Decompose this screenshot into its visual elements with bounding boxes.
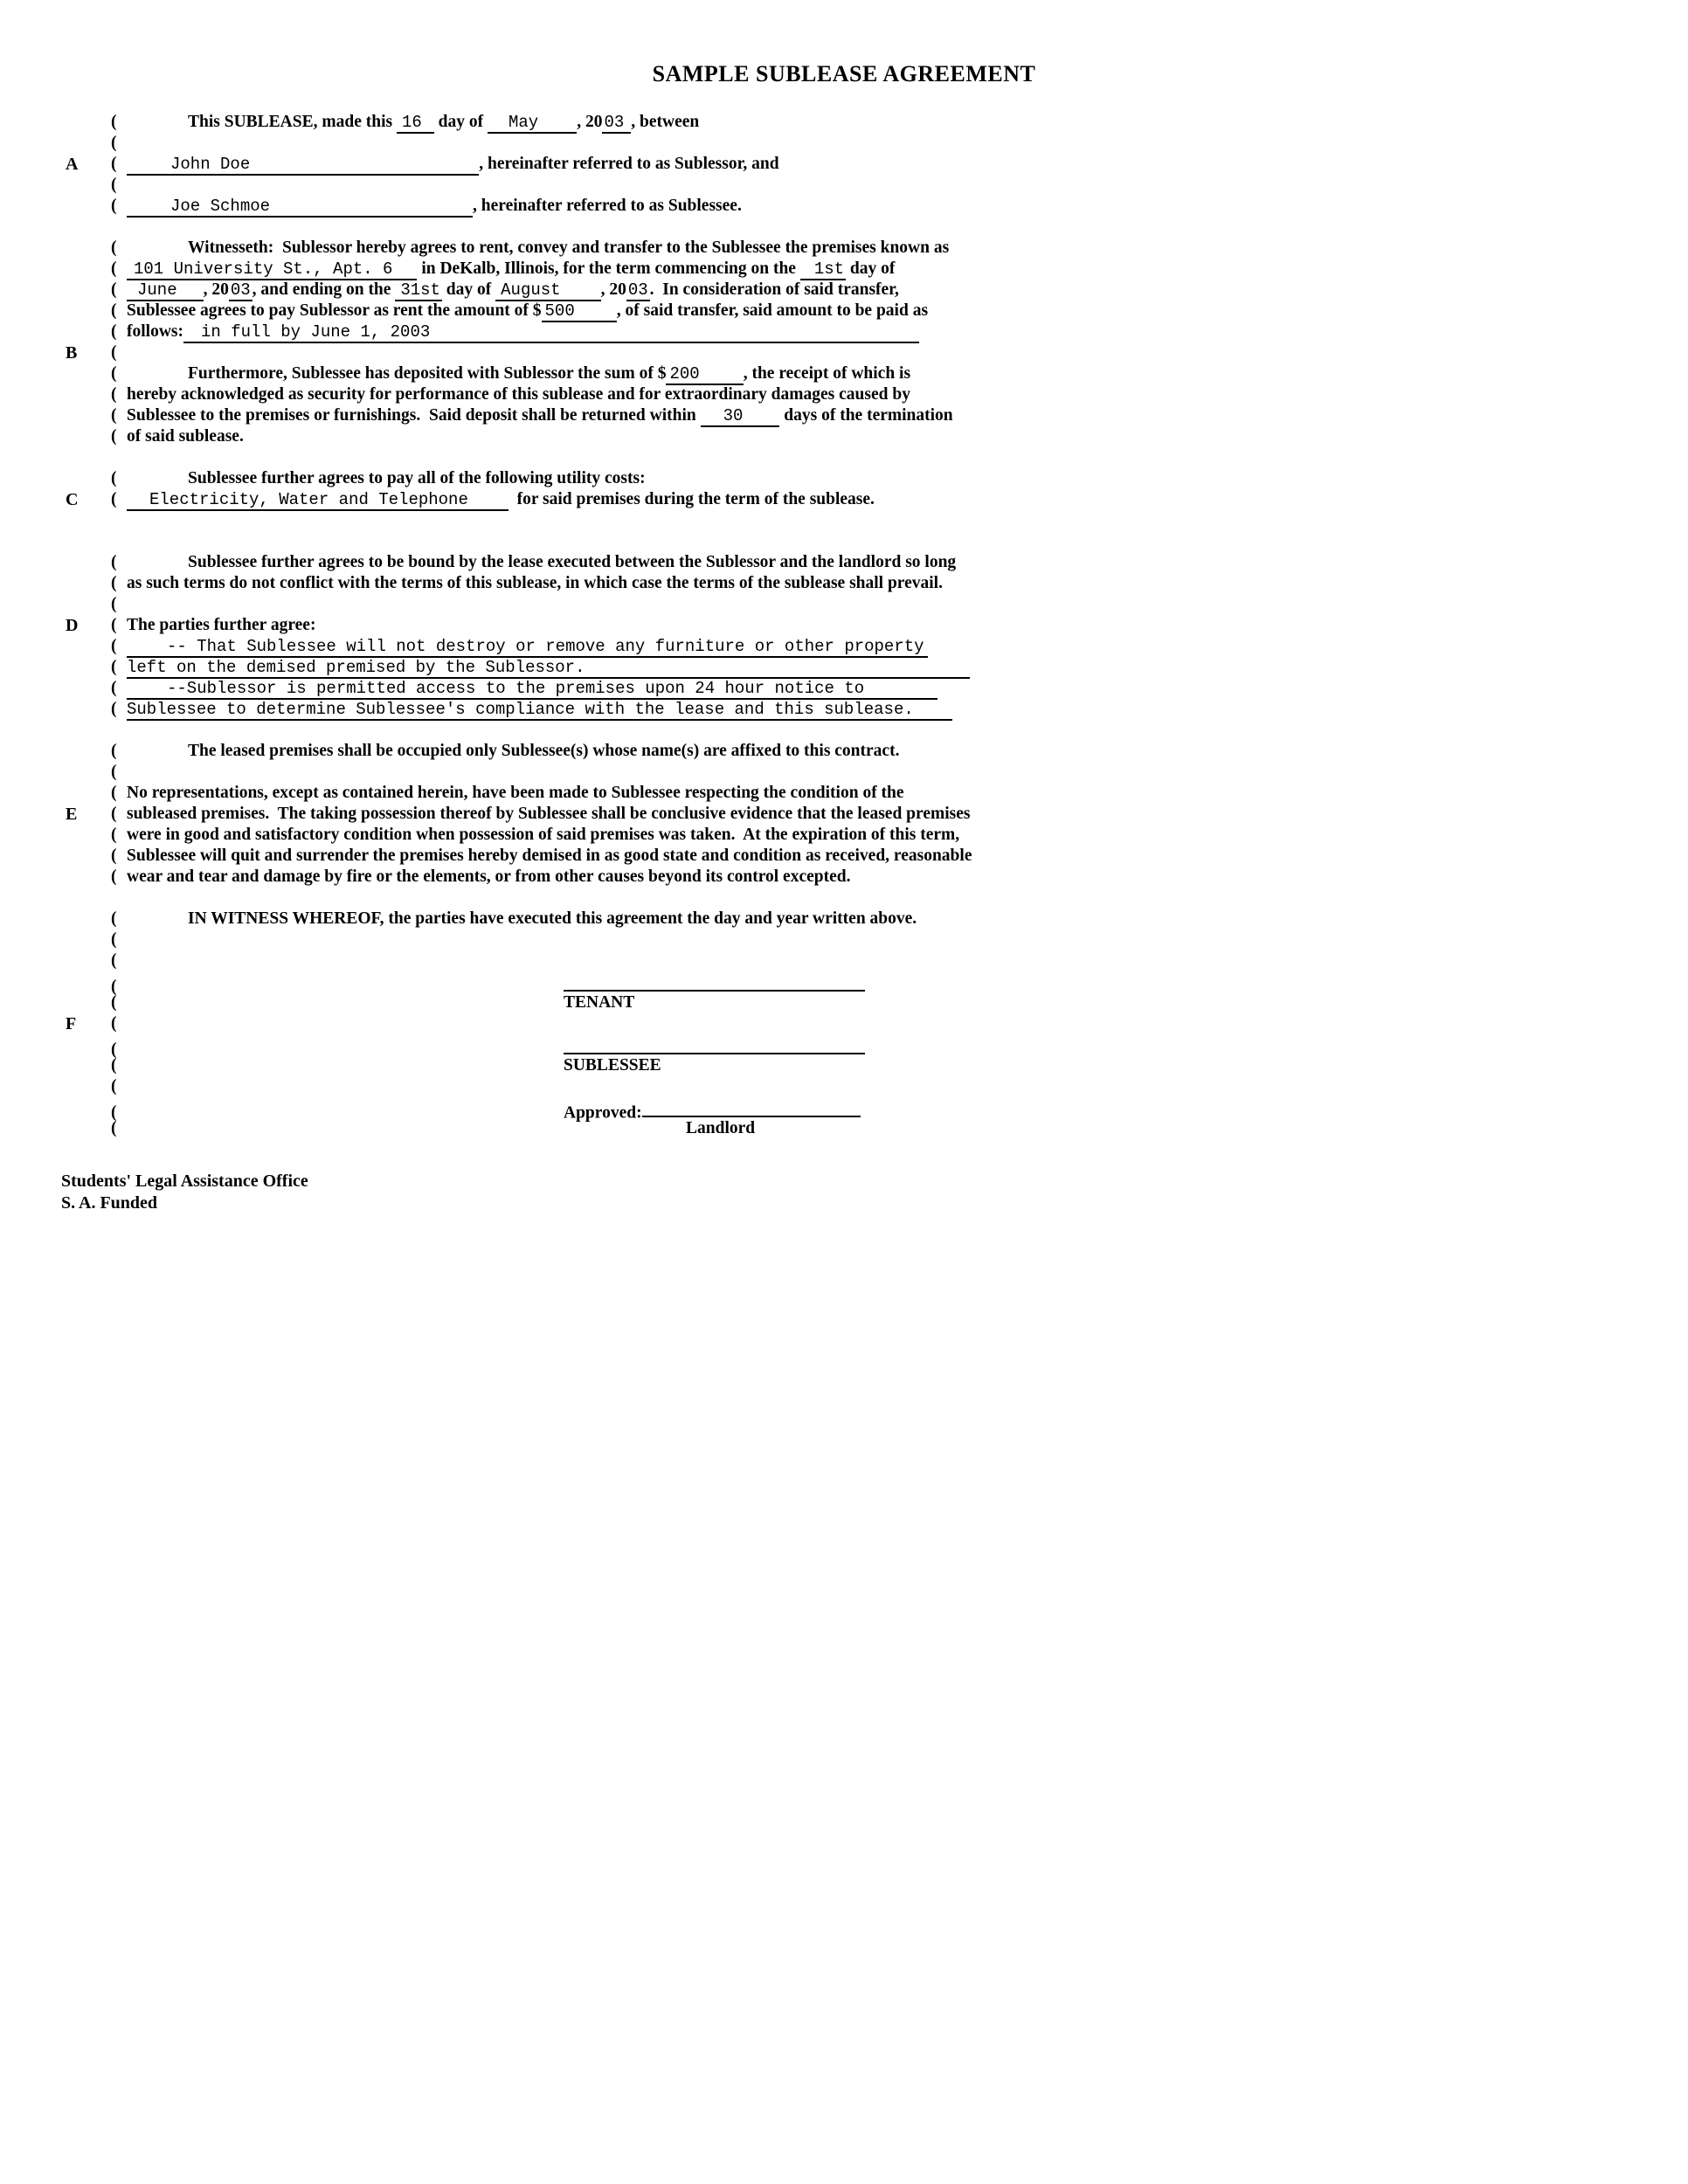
doc-line [111, 594, 1688, 615]
doc-line [111, 1097, 1688, 1123]
form-text: This SUBLEASE, made this [188, 113, 397, 131]
form-text: Approved: [564, 1103, 642, 1123]
form-text: , and ending on the [252, 280, 396, 299]
form-text: , the receipt of which is [743, 364, 911, 383]
paren-mark: ( [111, 742, 117, 760]
filled-in-value: August [495, 281, 600, 301]
form-text: Sublessee to the premises or furnishings. Said deposit shall be returned within [127, 406, 701, 425]
doc-line [111, 1034, 1688, 1060]
signature-blank-line [642, 1097, 861, 1117]
filled-in-value: 500 [542, 302, 617, 322]
form-text: , hereinafter referred to as Sublessor, and [479, 155, 779, 173]
form-text: , of said transfer, said amount to be paid as [616, 301, 929, 320]
filled-in-value: left on the demised premised by the Sublessor. [127, 659, 970, 679]
doc-line [111, 699, 1688, 720]
doc-line [111, 301, 1688, 321]
doc-line [111, 867, 1688, 888]
form-text: Furthermore, Sublessee has deposited with Sublessor the sum of $ [188, 364, 667, 383]
paren-mark: ( [111, 658, 117, 676]
paren-mark: ( [111, 867, 117, 886]
doc-line [66, 1013, 1688, 1034]
doc-line [111, 1055, 1688, 1076]
paren-mark: ( [111, 406, 117, 425]
form-text: day of [441, 280, 496, 299]
paren-mark: ( [111, 574, 117, 592]
filled-in-value: 31st [395, 281, 442, 301]
filled-in-value: -- That Sublessee will not destroy or remove any furniture or other property [127, 638, 928, 658]
paren-mark: ( [111, 385, 117, 404]
doc-line [111, 992, 1688, 1013]
paren-mark: ( [111, 364, 117, 383]
section-letter-c: C [66, 490, 79, 509]
filled-in-value: 03 [602, 114, 631, 134]
paren-mark: ( [111, 763, 117, 781]
form-text: hereby acknowledged as security for performance of this sublease and for extraordinary damages caused by [127, 385, 910, 404]
doc-line [111, 405, 1688, 426]
paren-mark: ( [111, 637, 117, 655]
form-text: Witnesseth: Sublessor hereby agrees to rent, convey and transfer to the Sublessee the premises known as [188, 238, 950, 257]
doc-line [66, 804, 1688, 825]
form-text: day of [433, 113, 488, 131]
section-letter-a: A [66, 155, 79, 174]
paren-mark: ( [111, 978, 117, 997]
filled-in-value: --Sublessor is permitted access to the premises upon 24 hour notice to [127, 680, 937, 700]
filled-in-value: 101 University St., Apt. 6 [127, 260, 417, 280]
doc-line [111, 678, 1688, 699]
doc-line [111, 888, 1688, 909]
filled-in-value: 16 [397, 114, 434, 134]
doc-line [111, 363, 1688, 384]
paren-mark: ( [111, 280, 117, 299]
paren-mark: ( [111, 343, 117, 362]
paren-mark: ( [111, 322, 117, 341]
doc-line [66, 489, 1688, 510]
doc-line [111, 1118, 1688, 1139]
filled-in-value: 200 [666, 365, 743, 385]
form-text: Sublessee further agrees to be bound by the lease executed between the Sublessor and the landlord so long [188, 553, 957, 571]
section-letter-b: B [66, 343, 78, 363]
doc-line [111, 720, 1688, 741]
doc-line [111, 783, 1688, 804]
form-text: , 20 [600, 280, 626, 299]
paren-mark: ( [111, 490, 117, 508]
signature-blank-line [564, 1034, 865, 1054]
paren-mark: ( [111, 805, 117, 823]
doc-line [111, 552, 1688, 573]
paren-mark: ( [111, 616, 117, 634]
section-letter-e: E [66, 805, 78, 824]
paren-mark: ( [111, 930, 117, 949]
filled-in-value: 03 [627, 280, 648, 300]
paren-mark: ( [111, 1014, 117, 1033]
form-text: Sublessee further agrees to pay all of the following utility costs: [188, 469, 646, 487]
form-text: , 20 [577, 113, 603, 131]
paren-mark: ( [111, 679, 117, 697]
form-text: TENANT [564, 993, 635, 1012]
doc-line [111, 657, 1688, 678]
form-text: wear and tear and damage by fire or the elements, or from other causes beyond its control excepted. [127, 867, 851, 886]
form-text: , hereinafter referred to as Sublessee. [473, 197, 742, 215]
form-text: The parties further agree: [127, 616, 316, 634]
filled-in-value: 1st [800, 260, 846, 280]
paren-mark: ( [111, 847, 117, 865]
filled-in-value: John Doe [127, 156, 479, 176]
paren-mark: ( [111, 700, 117, 718]
paren-mark: ( [111, 1103, 117, 1123]
paren-mark: ( [111, 993, 117, 1012]
form-text: for said premises during the term of the sublease. [508, 490, 875, 508]
doc-line [111, 531, 1688, 552]
doc-line [66, 615, 1688, 636]
paren-mark: ( [111, 1119, 117, 1137]
doc-line [111, 762, 1688, 783]
paren-mark: ( [111, 826, 117, 844]
filled-in-value: in full by June 1, 2003 [183, 323, 919, 343]
doc-line [111, 573, 1688, 594]
doc-line [111, 133, 1688, 154]
signature-blank-line [564, 971, 865, 992]
paren-mark: ( [111, 238, 117, 257]
form-text: in DeKalb, Illinois, for the term commencing on the [417, 259, 800, 278]
doc-line [111, 447, 1688, 468]
paren-mark: ( [111, 469, 117, 487]
doc-line [111, 175, 1688, 196]
footer-office-name: Students' Legal Assistance Office [61, 1171, 308, 1191]
paren-mark: ( [111, 909, 117, 928]
doc-line [111, 384, 1688, 405]
doc-line [111, 846, 1688, 867]
document-title: SAMPLE SUBLEASE AGREEMENT [652, 61, 1036, 86]
doc-line [111, 217, 1688, 238]
paren-mark: ( [111, 553, 117, 571]
paren-mark: ( [111, 427, 117, 446]
doc-line [111, 112, 1688, 133]
form-text: subleased premises. The taking possession thereof by Sublessee shall be conclusive evidence that the leased premises [127, 805, 971, 823]
paren-mark: ( [111, 1040, 117, 1060]
paren-mark: ( [111, 113, 117, 131]
filled-in-value: June [127, 281, 204, 301]
section-letter-d: D [66, 616, 79, 635]
form-text: Sublessee agrees to pay Sublessor as rent the amount of $ [127, 301, 542, 320]
form-text: . In consideration of said transfer, [649, 280, 899, 299]
form-text: as such terms do not conflict with the terms of this sublease, in which case the terms of the sublease shall prevail. [127, 574, 943, 592]
form-text: follows: [127, 322, 183, 341]
doc-line [111, 825, 1688, 846]
footer-funding-note: S. A. Funded [61, 1193, 158, 1213]
doc-line [111, 426, 1688, 447]
doc-line [111, 259, 1688, 280]
paren-mark: ( [111, 1056, 117, 1075]
paren-mark: ( [111, 784, 117, 802]
form-text: of said sublease. [127, 427, 244, 446]
doc-line [111, 510, 1688, 531]
form-text: were in good and satisfactory condition when possession of said premises was taken. At the expiration of this term, [127, 826, 960, 844]
filled-in-value: 30 [701, 407, 780, 427]
doc-line [111, 741, 1688, 762]
filled-in-value: Sublessee to determine Sublessee's compliance with the lease and this sublease. [127, 701, 952, 721]
form-text: No representations, except as contained herein, have been made to Sublessee respecting the condition of the [127, 784, 904, 802]
paren-mark: ( [111, 951, 117, 970]
form-text: , between [631, 113, 700, 131]
doc-line [111, 468, 1688, 489]
doc-line [111, 196, 1688, 217]
form-text: , 20 [203, 280, 229, 299]
paren-mark: ( [111, 259, 117, 278]
paren-mark: ( [111, 595, 117, 613]
form-text: day of [846, 259, 896, 278]
paren-mark: ( [111, 134, 117, 152]
doc-line [111, 321, 1688, 342]
doc-line [111, 1076, 1688, 1097]
doc-line [66, 342, 1688, 363]
paren-mark: ( [111, 155, 117, 173]
paren-mark: ( [111, 197, 117, 215]
doc-line [111, 238, 1688, 259]
form-text: days of the termination [779, 406, 953, 425]
paren-mark: ( [111, 1077, 117, 1095]
doc-line [111, 280, 1688, 301]
filled-in-value: 03 [230, 280, 251, 300]
paren-mark: ( [111, 176, 117, 194]
doc-line [111, 636, 1688, 657]
form-text: Landlord [686, 1119, 756, 1137]
form-text: The leased premises shall be occupied only Sublessee(s) whose name(s) are affixed to this contract. [188, 742, 900, 760]
filled-in-value: May [488, 114, 577, 134]
document-body [0, 112, 1688, 1139]
document-footer [61, 1171, 1688, 1214]
filled-in-value: Joe Schmoe [127, 197, 473, 218]
doc-line [111, 909, 1688, 930]
paren-mark: ( [111, 301, 117, 320]
doc-line [111, 971, 1688, 997]
doc-line [66, 154, 1688, 175]
form-text: IN WITNESS WHEREOF, the parties have executed this agreement the day and year written above. [188, 909, 917, 928]
section-letter-f: F [66, 1014, 77, 1033]
form-text: Sublessee will quit and surrender the premises hereby demised in as good state and condition as received, reasonable [127, 847, 972, 865]
filled-in-value: Electricity, Water and Telephone [127, 491, 508, 511]
form-text: SUBLESSEE [564, 1056, 661, 1075]
doc-line [111, 950, 1688, 971]
doc-line [111, 930, 1688, 950]
